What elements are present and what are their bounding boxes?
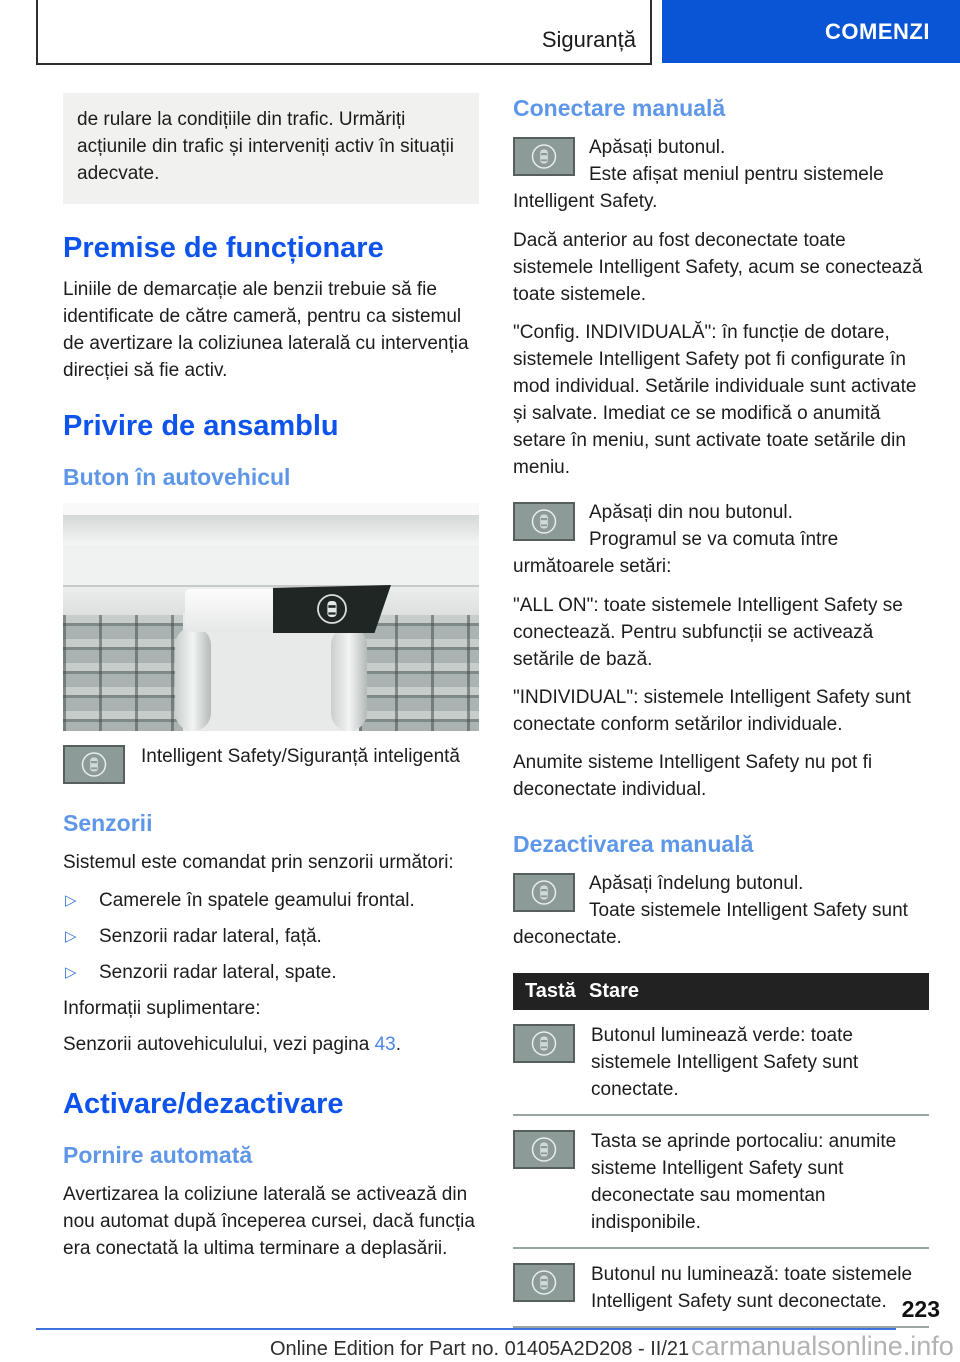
car-in-circle-icon [65,747,123,782]
heading-activare: Activare/dezactivare [63,1088,344,1120]
list-item [63,923,479,950]
cross-reference-period: . [395,1034,402,1055]
paragraph-4: "INDIVIDUAL": sistemele Intelligent Safety sunt conectate conform setărilor individuale. [513,687,911,735]
console-pillar-left [175,627,211,731]
right-column [513,95,929,1328]
subheading-pornire: Pornire automată [63,1142,253,1168]
intelligent-safety-button-panel [273,585,391,633]
step-body: Toate sistemele Intelligent Safety sunt deconectate. [513,900,908,948]
footer-row [270,1331,954,1362]
step-title: Apăsați îndelung butonul. [589,873,804,894]
intelligent-safety-button-icon [513,502,575,541]
step-title: Apăsați din nou butonul. [589,502,793,523]
car-in-circle-icon [515,875,573,910]
car-in-circle-icon [515,1132,573,1167]
watermark: carmanualsonline.info [691,1331,954,1361]
air-vent-right [359,615,479,731]
list-item [63,887,479,914]
table-header-row [513,973,929,1010]
dash-face-upper [63,545,479,587]
button-housing [185,589,277,632]
caption-text: Intelligent Safety/Siguranță inteligentă [141,746,460,767]
header-chapter-box [36,0,652,65]
bullet-triangle-icon: ▷ [65,892,77,909]
table-header-tasta: Tastă [525,980,576,1002]
list-item-text: Senzorii radar lateral, față. [99,926,322,947]
photo-caption [63,745,479,784]
car-in-circle-icon [515,1026,573,1061]
instruction-step [513,499,929,580]
subheading-dezactivare: Dezactivarea manuală [513,831,754,857]
heading-premise: Premise de funcționare [63,232,384,264]
dashboard-photo [63,503,479,731]
step-body: Este afișat meniul pentru sistemele Intelligent Safety. [513,164,884,212]
list-item [63,959,479,986]
left-column [63,93,479,1273]
paragraph-2: "Config. INDIVIDUALĂ": în funcție de dotare, sistemele Intelligent Safety pot fi configurate în mod individual. Setările individuale sunt activate și salvate. Imediat ce se modifică o anumită setare în meniu, sunt activate toate setările din meniu. [513,322,917,478]
subheading-buton: Buton în autovehicul [63,464,291,490]
paragraph-3: "ALL ON": toate sistemele Intelligent Safety se conectează. Pentru subfuncții se activează setările de bază. [513,595,903,670]
dash-top-edge [63,503,479,515]
paragraph-premise: Liniile de demarcație ale benzii trebuie să fie identificate de către cameră, pentru ca sistemul de avertizare la coliziunea laterală cu intervenția direcției să fie activ. [63,279,469,381]
table-row-text: Butonul nu luminează: toate sistemele Intelligent Safety sunt deconectate. [591,1264,913,1312]
table-row [513,1249,929,1328]
intelligent-safety-button-icon [513,137,575,176]
chapter-label: Siguranță [541,27,636,52]
paragraph-info: Informații suplimentare: [63,998,261,1019]
table-row-text: Butonul luminează verde: toate sistemele Intelligent Safety sunt conectate. [591,1025,859,1100]
header-tab-label: COMENZI [825,18,930,44]
subheading-conectare: Conectare manuală [513,95,726,121]
paragraph-1: Dacă anterior au fost deconectate toate sistemele Intelligent Safety, acum se conectează toate sistemele. [513,230,923,305]
intelligent-safety-button-icon [513,1130,575,1169]
edition-note: Online Edition for Part no. 01405A2D208 - II/21 [270,1338,690,1360]
paragraph-5: Anumite sisteme Intelligent Safety nu pot fi deconectate individual. [513,752,873,800]
step-title: Apăsați butonul. [589,137,726,158]
cross-reference-text: Senzorii autovehiculului, vezi pagina [63,1034,375,1055]
button-state-table [513,973,929,1328]
page-link-43[interactable]: 43 [374,1034,396,1055]
dash-lip [63,515,479,545]
paragraph-pornire: Avertizarea la coliziune laterală se activează din nou automat după începerea cursei, dacă funcția era conectată la ultima terminare a deplasării. [63,1184,475,1259]
air-vent-left [63,615,183,731]
header-tab-comenzi [662,0,960,63]
bullet-triangle-icon: ▷ [65,928,77,945]
heading-privire: Privire de ansamblu [63,410,339,442]
console-pillar-right [331,627,367,731]
paragraph-senzori-intro: Sistemul este comandat prin senzorii următori: [63,852,454,873]
car-in-circle-icon [305,587,359,631]
table-row-text: Tasta se aprinde portocaliu: anumite sisteme Intelligent Safety sunt deconectate sau momentan indisponibile. [591,1131,897,1233]
instruction-step [513,870,929,951]
car-in-circle-icon [515,504,573,539]
paragraph-cross-reference [63,1031,479,1058]
intro-note: de rulare la condițiile din trafic. Urmăriți acțiunile din trafic și interveniți activ în situații adecvate. [63,93,479,204]
table-row [513,1116,929,1249]
car-in-circle-icon [515,1265,573,1300]
footer-divider [36,1328,896,1330]
intelligent-safety-button-icon [63,745,125,784]
bullet-triangle-icon: ▷ [65,964,77,981]
list-item-text: Camerele în spatele geamului frontal. [99,890,415,911]
table-row [513,1010,929,1116]
list-item-text: Senzorii radar lateral, spate. [99,962,337,983]
table-header-stare: Stare [589,980,640,1002]
subheading-senzorii: Senzorii [63,810,153,836]
car-in-circle-icon [515,139,573,174]
intelligent-safety-button-icon [513,1024,575,1063]
instruction-step [513,134,929,215]
step-body: Programul se va comuta între următoarele setări: [513,529,839,577]
intelligent-safety-button-icon [513,1263,575,1302]
intelligent-safety-button-icon [513,873,575,912]
page-number: 223 [901,1296,940,1322]
